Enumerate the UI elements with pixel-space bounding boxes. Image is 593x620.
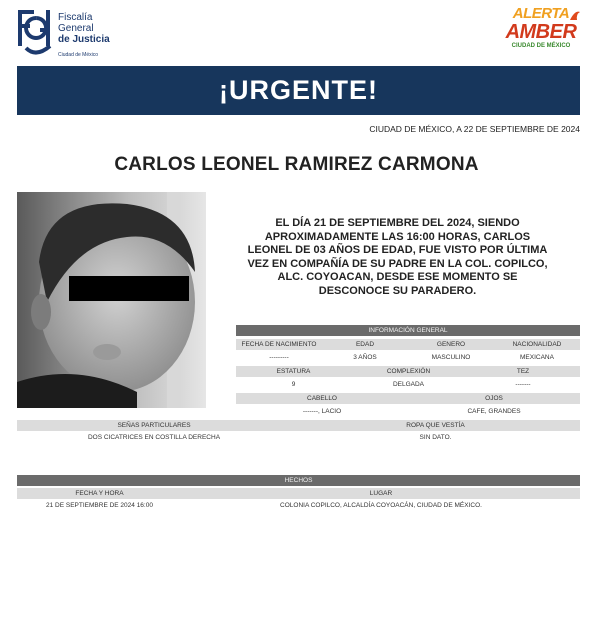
- missing-person-photo: [17, 192, 206, 408]
- alerta-amber-line2: AMBER: [505, 21, 577, 43]
- agency-logo-sub: Ciudad de México: [58, 52, 99, 58]
- birthdate-value: ---------: [269, 354, 289, 361]
- nationality-label: NACIONALIDAD: [512, 341, 562, 348]
- eye-censor-bar: [69, 276, 189, 301]
- build-value: DELGADA: [392, 381, 425, 388]
- gender-label: GENERO: [436, 341, 466, 348]
- urgent-banner: [17, 66, 580, 115]
- age-label: EDAD: [355, 341, 375, 348]
- clothing-value: SIN DATO.: [419, 434, 452, 441]
- complexion-label: TEZ: [516, 368, 530, 375]
- build-label: COMPLEXIÓN: [386, 368, 431, 375]
- hair-value: -------, LACIO: [302, 408, 342, 415]
- date-time-value: 21 DE SEPTIEMBRE DE 2024 16:00: [46, 502, 153, 509]
- alerta-amber-line1: ALERTA: [512, 5, 570, 22]
- hechos-header: HECHOS: [17, 475, 580, 486]
- date-time-label: FECHA Y HORA: [75, 490, 124, 497]
- distinguishing-marks-value: DOS CICATRICES EN COSTILLA DERECHA: [87, 434, 221, 441]
- flame-icon: [568, 8, 582, 22]
- agency-logo-text: [58, 12, 110, 45]
- agency-logo: [16, 8, 136, 60]
- urgent-banner-text: ¡URGENTE!: [219, 75, 378, 105]
- incident-description: EL DÍA 21 DE SEPTIEMBRE DEL 2024, SIENDO APROXIMADAMENTE LAS 16:00 HORAS, CARLOS LEONEL DE 03 AÑOS DE EDAD, FUE VISTO POR ÚLTIMA VEZ EN COMPAÑÍA DE SU PADRE EN LA COL. COPILCO, ALC. COYOACAN, DESDE ESE MOMENTO SE DESCONOCE SU PARADERO.: [247, 217, 548, 297]
- nationality-value: MEXICANA: [520, 354, 554, 361]
- info-general-header: INFORMACIÓN GENERAL: [236, 325, 580, 336]
- agency-logo-line: General: [58, 23, 94, 34]
- agency-logo-line: de Justicia: [58, 34, 110, 45]
- complexion-value: -------: [515, 381, 531, 388]
- alerta-amber-line3: CIUDAD DE MÉXICO: [511, 43, 571, 49]
- fgj-logo-icon: [16, 8, 54, 58]
- alerta-amber-logo: [500, 6, 582, 62]
- clothing-label: ROPA QUE VESTÍA: [406, 422, 465, 429]
- gender-value: MASCULINO: [431, 354, 471, 361]
- distinguishing-marks-label: SEÑAS PARTICULARES: [117, 422, 191, 429]
- person-name: CARLOS LEONEL RAMIREZ CARMONA: [114, 154, 479, 175]
- hair-label: CABELLO: [307, 395, 337, 402]
- eyes-value: CAFE, GRANDES: [467, 408, 521, 415]
- location-label: LUGAR: [369, 490, 393, 497]
- height-label: ESTATURA: [276, 368, 311, 375]
- agency-logo-line: Fiscalía: [58, 12, 93, 23]
- height-value: 9: [291, 381, 296, 388]
- age-value: 3 AÑOS: [353, 354, 377, 361]
- location-value: COLONIA COPILCO, ALCALDÍA COYOACÁN, CIUDAD DE MÉXICO.: [280, 502, 482, 509]
- birthdate-label: FECHA DE NACIMIENTO: [241, 341, 317, 348]
- date-line: CIUDAD DE MÉXICO, A 22 DE SEPTIEMBRE DE 2024: [369, 124, 580, 134]
- eyes-label: OJOS: [485, 395, 503, 402]
